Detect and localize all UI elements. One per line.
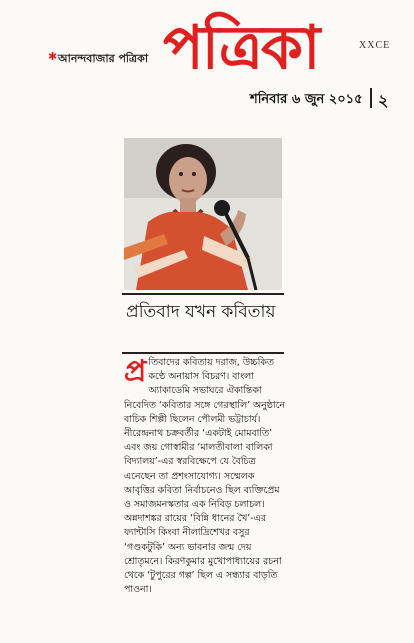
top-rule bbox=[122, 293, 284, 295]
drop-cap: প্র bbox=[124, 354, 147, 389]
supplement-title: পত্রিকা bbox=[163, 13, 319, 83]
date-line: শনিবার ৬ জুন ২০১৫ bbox=[250, 92, 363, 107]
edition-code: XXCE bbox=[359, 40, 391, 51]
article-headline: প্রতিবাদ যখন কবিতায় bbox=[126, 302, 276, 322]
page-number: ২ bbox=[378, 91, 389, 110]
performer-photo bbox=[124, 138, 282, 290]
divider bbox=[370, 88, 372, 108]
masthead bbox=[0, 0, 414, 112]
star-icon: ✱ bbox=[48, 50, 58, 63]
article-body bbox=[124, 356, 286, 597]
article-text: তিবাদের কবিতায় দরাজ, উচ্চকিত কণ্ঠে অনায়াস বিচরণ। বাংলা অ্যাকাডেমি সভাঘরে ঐকান্তিকা নিবেদিত ‘কবিতার সঙ্গে গেরস্থালি’ অনুষ্ঠানে বাচিক শিল্পী ছিলেন পৌলমী ভট্টাচার্য। নীরেন্দ্রনাথ চক্রবর্তীর ‘একটাই মোমবাতি’ এবং জয় গোস্বামীর ‘মালতীবালা বালিকা বিদ্যালয়’-এর স্বরবিক্ষেপে যে বৈচিত্র এনেছেন তা প্রশংসাযোগ্য। সম্মেলক আবৃত্তির কবিতা নির্বাচনেও ছিল ব্যক্তিপ্রেম ও সমাজমনস্কতার এক নিবিড় চলাচল। অন্নদাশঙ্কর রায়ের ‘বিন্নি ধানের খৈ’-এর ফ্যান্টাসি কিংবা নীলাদ্রিশেখর বসুর ‘গণ্ডকটুকি’ অন্য ভাবনার জন্ম দেয় শ্রোতৃমনে। কিরণকুমার মুখোপাধ্যায়ের রচনা থেকে ‘টুপুরের গল্প’ ছিল এ সন্ধ্যার বাড়তি পাওনা। bbox=[124, 357, 285, 596]
performer-illustration bbox=[124, 138, 282, 290]
parent-newspaper-name: আনন্দবাজার পত্রিকা bbox=[58, 52, 149, 65]
headline-rule bbox=[122, 352, 284, 354]
